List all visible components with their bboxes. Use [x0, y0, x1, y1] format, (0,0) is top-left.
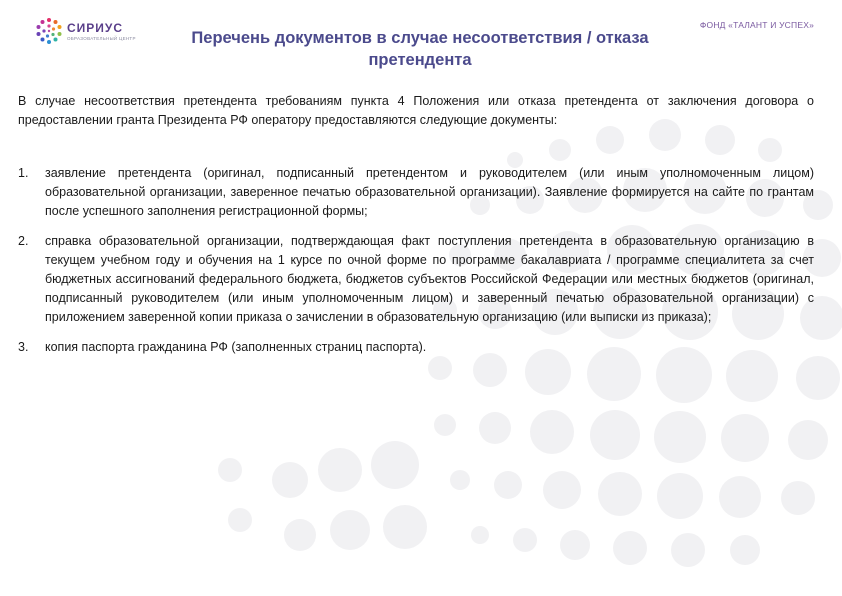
list-item — [18, 164, 814, 222]
page-title: Перечень документов в случае несоответствия / отказа претендента — [191, 29, 649, 69]
list-item-number: 2. — [18, 233, 29, 248]
logo-name: СИРИУС — [67, 21, 124, 35]
intro-paragraph: В случае несоответствия претендента требованиям пункта 4 Положения или отказа претендента от заключения договора о предоставлении гранта Президента РФ оператору предоставляются следующие документы: — [18, 94, 814, 127]
sirius-dots-logo-icon — [34, 16, 64, 46]
list-item-text: копия паспорта гражданина РФ (заполненных страниц паспорта). — [45, 339, 427, 354]
sirius-logo — [34, 16, 134, 48]
logo-subtitle: ОБРАЗОВАТЕЛЬНЫЙ ЦЕНТР — [67, 36, 136, 41]
list-item-number: 1. — [18, 166, 29, 180]
fund-name: ФОНД «ТАЛАНТ И УСПЕХ» — [699, 20, 814, 30]
list-item — [18, 232, 814, 328]
document-list — [18, 164, 814, 357]
list-item — [18, 338, 814, 357]
list-item-text: справка образовательной организации, подтверждающая факт поступления претендента в образовательную организацию в текущем учебном году и обучения на 1 курсе по очной форме по программе бакалавриата / программе специалитета за счет бюджетных ассигнований федерального бюджета, бюджетов субъектов Российской Федерации или местных бюджетов (оригинал, подписанный руководителем (или иным уполномоченным лицом) и заверенный печатью образовательной организации) с приложением заверенной копии приказа о зачислении в образовательную организацию (или выписки из приказа); — [45, 233, 814, 325]
list-item-number: 3. — [18, 339, 29, 354]
list-item-text: заявление претендента (оригинал, подписанный претендентом и руководителем (или иным уполномоченным лицом) образовательной организации, заверенное печатью образовательной организации). Заявление формируется на сайте по грантам после успешного заполнения регистрационной формы; — [45, 166, 814, 219]
